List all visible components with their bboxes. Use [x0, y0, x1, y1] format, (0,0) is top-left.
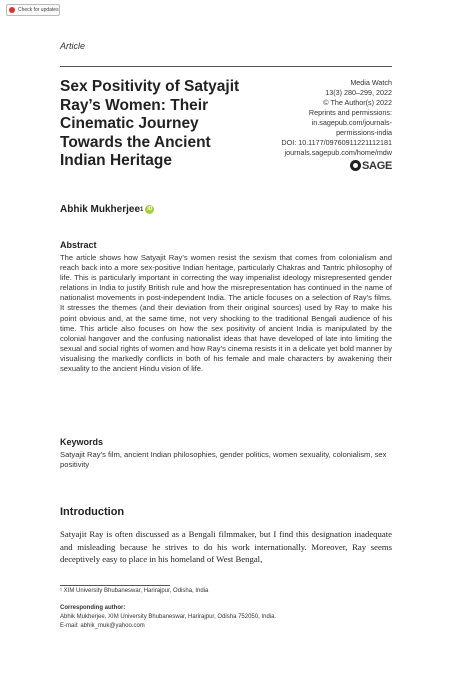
introduction-heading: Introduction [60, 506, 125, 518]
author-affiliation-mark: 1 [140, 206, 144, 213]
journal-volume: 13(3) 280–299, 2022 [325, 88, 392, 97]
keywords-text: Satyajit Ray’s film, ancient Indian philosophies, gender politics, women sexuality, colonialism, sex positivity [60, 450, 387, 470]
badge-label: Check for updates [18, 7, 59, 13]
updates-icon [9, 7, 15, 13]
reprints-url-2[interactable]: permissions-india [336, 128, 392, 137]
corresponding-email[interactable]: E-mail: abhik_muk@yahoo.com [60, 623, 145, 629]
reprints-label: Reprints and permissions: [308, 108, 392, 117]
publisher-name: SAGE [362, 159, 392, 172]
check-for-updates-badge[interactable] [6, 4, 60, 16]
footnote-divider [60, 585, 170, 586]
corresponding-heading: Corresponding author: [60, 605, 126, 611]
sage-logo-icon [350, 160, 361, 171]
article-type: Article [60, 41, 86, 51]
copyright: © The Author(s) 2022 [323, 98, 392, 107]
keywords-heading: Keywords [60, 437, 104, 447]
journal-meta [222, 78, 392, 171]
header-divider [60, 66, 392, 67]
corresponding-author [60, 604, 276, 631]
article-title: Sex Positivity of Satyajit Ray’s Women: Their Cinematic Journey Towards the Ancient Indian Heritage [60, 78, 240, 169]
reprints-url-1[interactable]: in.sagepub.com/journals- [311, 118, 392, 127]
journal-url[interactable]: journals.sagepub.com/home/mdw [284, 148, 392, 157]
abstract-text: The article shows how Satyajit Ray’s women resist the sexism that comes from colonialism and reach back into a more sex-positive Indian heritage, particularly Chakras and Tantric philosophy of life. This is particularly important in correcting the way imperialist ideology misrepresented gender relations in India to justify British rule and how the misrepresentation has continued in the name of nationalist movements in post-independent India. The article focuses on a selection of Ray’s films. It stresses the themes (and their deviation from their original sources) used by Ray to make his point obvious and, at the same time, not very shocking to the traditional Bengali audience of his time. This article also focuses on how the sex positivity of ancient India is manipulated by the colonial hangover and the confusing nationalist ideas that have developed of late into limiting the sexual and social rights of women and how Ray’s cinema resists it in a delicate yet bold manner by visualising the markedly conflicts in both of his female and male characters by awakening their sexuality to the ancient Hindu vision of life. [60, 253, 392, 374]
introduction-text: Satyajit Ray is often discussed as a Bengali filmmaker, but I find this designation inadequate and misleading because he strives to do his work internationally. Moreover, Ray seems deceptively easy to place in his homeland of West Bengal, [60, 529, 392, 565]
publisher-logo [222, 160, 392, 171]
corresponding-address: Abhik Mukherjee, XIM University Bhubaneswar, Harirajpur, Odisha 752050, India. [60, 614, 277, 620]
author-line [60, 204, 154, 215]
author-name: Abhik Mukherjee [60, 204, 141, 215]
abstract-heading: Abstract [60, 240, 97, 250]
orcid-icon[interactable]: iD [147, 206, 153, 212]
doi[interactable]: DOI: 10.1177/09760911221112181 [281, 138, 392, 147]
journal-name: Media Watch [350, 78, 392, 87]
affiliation-footnote: ¹ XIM University Bhubaneswar, Harirajpur, Odisha, India [60, 588, 209, 594]
